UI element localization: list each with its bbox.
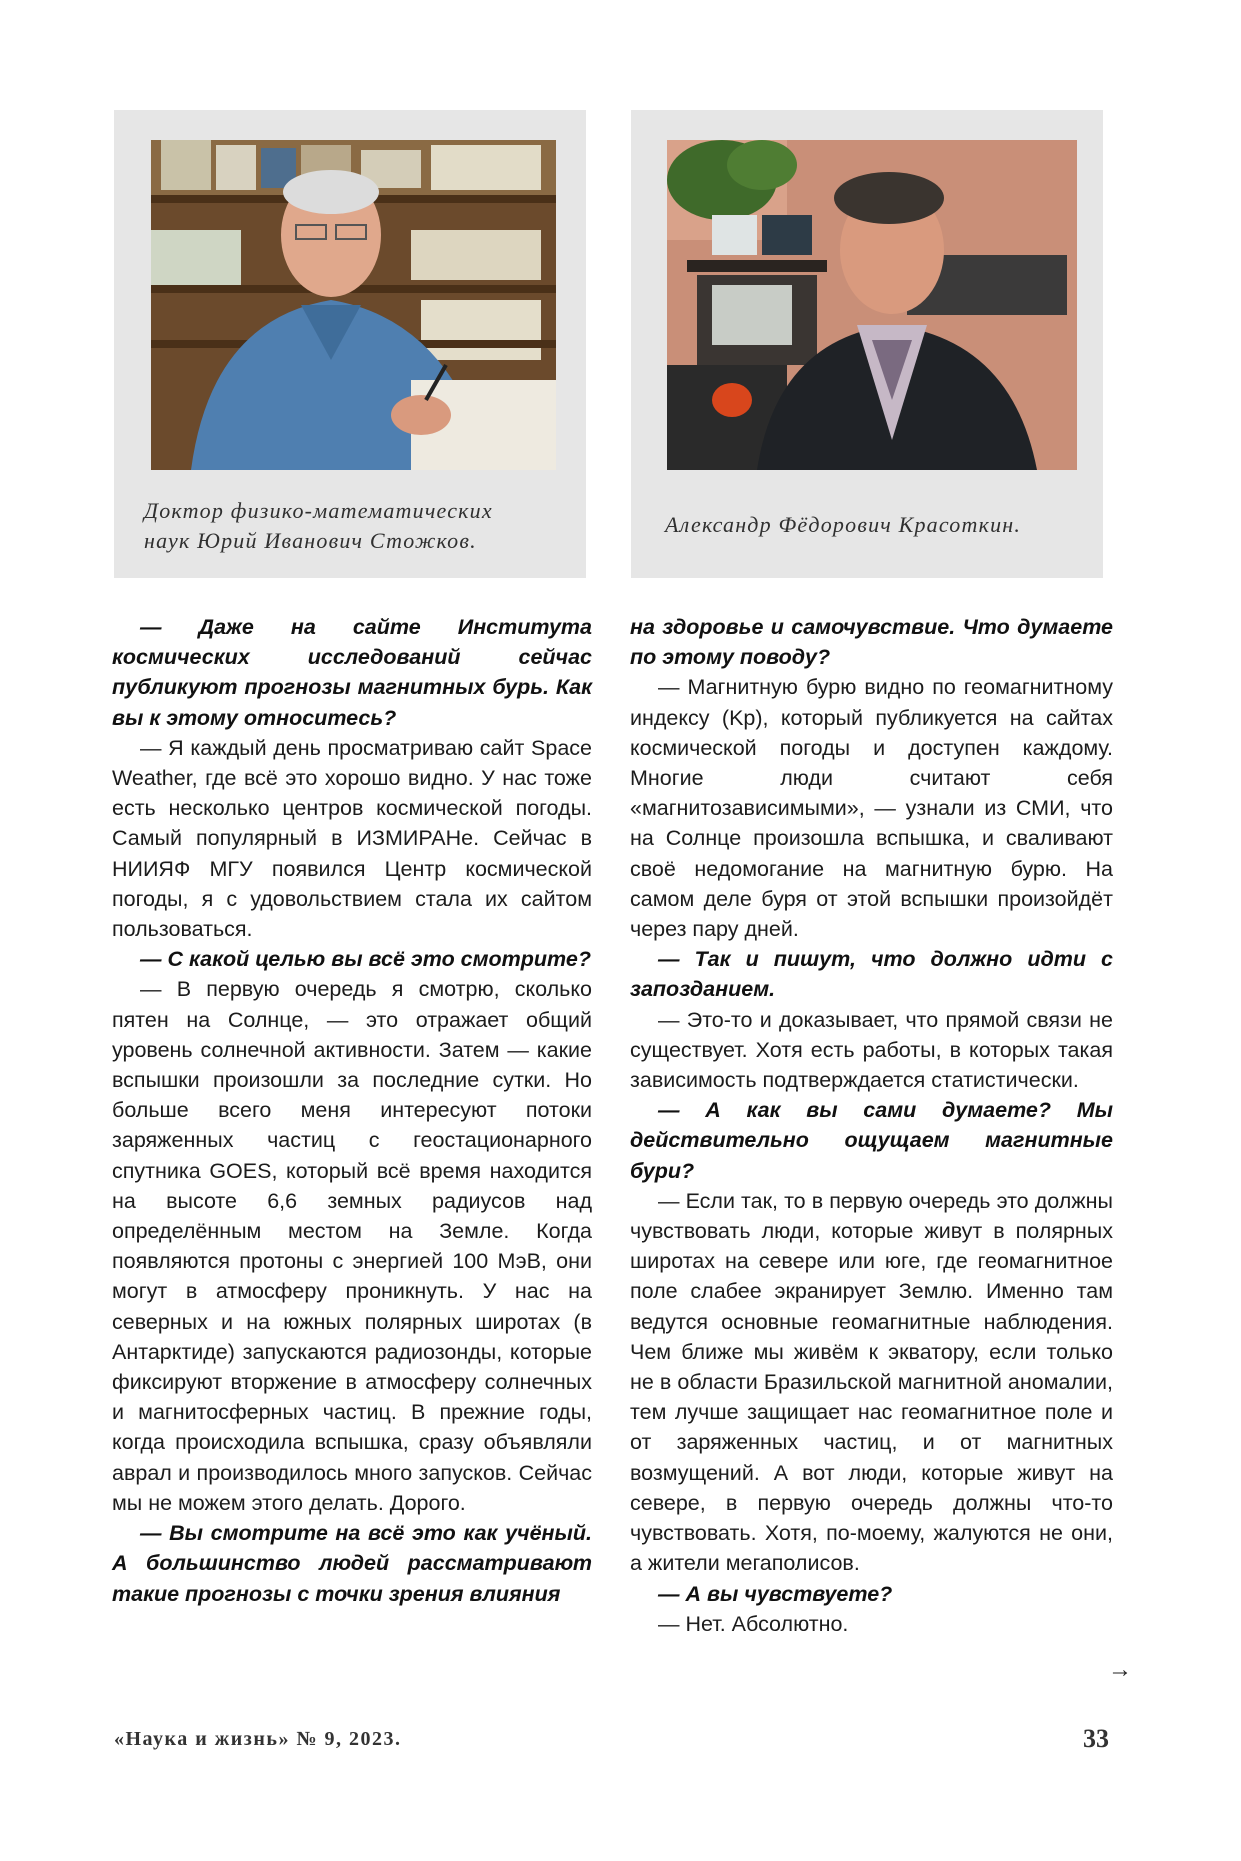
interview-question: — С какой целью вы всё это смотрите? (140, 947, 591, 972)
photo-caption-stozhkov (144, 496, 566, 556)
interview-answer: — Нет. Абсолютно. (658, 1611, 849, 1636)
interview-answer: — Магнитную бурю видно по геомагнитному индексу (Kp), который публикуется на сайтах космической погоды и доступен каждому. Многие люди считают себя «магнитозависимыми», — узнали из СМИ, что на Солнце произошла вспышка, и сваливают своё недомогание на магнитную бурю. На самом деле буря от этой вспышки произойдёт через пару дней. (630, 675, 1113, 942)
interview-question: — Даже на сайте Института космических исследований сейчас публикуют прогнозы магнитных бурь. Как вы к этому относитесь? (112, 615, 592, 730)
interview-question: — Так и пишут, что должно идти с запозданием. (630, 947, 1113, 1002)
continue-arrow-icon: → (1108, 1656, 1132, 1683)
interview-answer: — Это-то и доказывает, что прямой связи не существует. Хотя есть работы, в которых такая зависимость подтверждается статистически. (630, 1007, 1113, 1093)
photo-krasotkin (667, 140, 1077, 470)
caption-line-1: Доктор физико-математических (144, 498, 493, 523)
interview-answer: — Если так, то в первую очередь это должны чувствовать люди, которые живут в полярных широтах на севере или юге, где геомагнитное поле слабее экранирует Землю. Именно там ведутся основные геомагнитные наблюдения. Чем ближе мы живём к экватору, если только не в области Бразильской магнитной аномалии, тем лучше защищает нас геомагнитное поле и от заряженных частиц, и от магнитных возмущений. А вот люди, которые живут на севере, в первую очередь должны что-то чувствовать. Хотя, по-моему, жалуются не они, а жители мегаполисов. (630, 1188, 1113, 1576)
interview-question-continued: на здоровье и самочувствие. Что думаете по этому поводу? (630, 615, 1113, 670)
interview-question: — А как вы сами думаете? Мы действительно ощущаем магнитные бури? (630, 1098, 1113, 1183)
photo-panel-stozhkov (114, 110, 586, 578)
interview-question: — Вы смотрите на всё это как учёный. А большинство людей рассматривают такие прогнозы с точки зрения влияния (112, 1521, 592, 1606)
article-column-left (112, 612, 592, 1609)
photo-caption-krasotkin: Александр Фёдорович Красоткин. (665, 512, 1022, 537)
photo-stozhkov (151, 140, 556, 470)
journal-footer: «Наука и жизнь» № 9, 2023. (114, 1728, 402, 1750)
interview-answer: — В первую очередь я смотрю, сколько пятен на Солнце, — это отражает общий уровень солнечной активности. Затем — какие вспышки произошли за последние сутки. Но больше всего меня интересуют потоки заряженных частиц с геостационарного спутника GOES, который всё время находится на высоте 6,6 земных радиусов над определённым местом на Земле. Когда появляются протоны с энергией 100 МэВ, они могут в атмосферу проникнуть. У нас на северных и на южных полярных широтах (в Антарктиде) запускаются радиозонды, которые фиксируют вторжение в атмосферу солнечных и магнитосферных частиц. В прежние годы, когда происходила вспышка, сразу объявляли аврал и производилось много запусков. Сейчас мы не можем этого делать. Дорого. (112, 977, 592, 1515)
interview-question: — А вы чувствуете? (658, 1581, 893, 1606)
article-column-right (630, 612, 1113, 1639)
page-number: 33 (1083, 1724, 1109, 1753)
photo-panel-krasotkin (631, 110, 1103, 578)
caption-line-2: наук Юрий Иванович Стожков. (144, 528, 477, 553)
interview-answer: — Я каждый день просматриваю сайт Space Weather, где всё это хорошо видно. У нас тоже есть несколько центров космической погоды. Самый популярный в ИЗМИРАНе. Сейчас в НИИЯФ МГУ появился Центр космической погоды, я с удовольствием стала их сайтом пользоваться. (112, 735, 592, 942)
